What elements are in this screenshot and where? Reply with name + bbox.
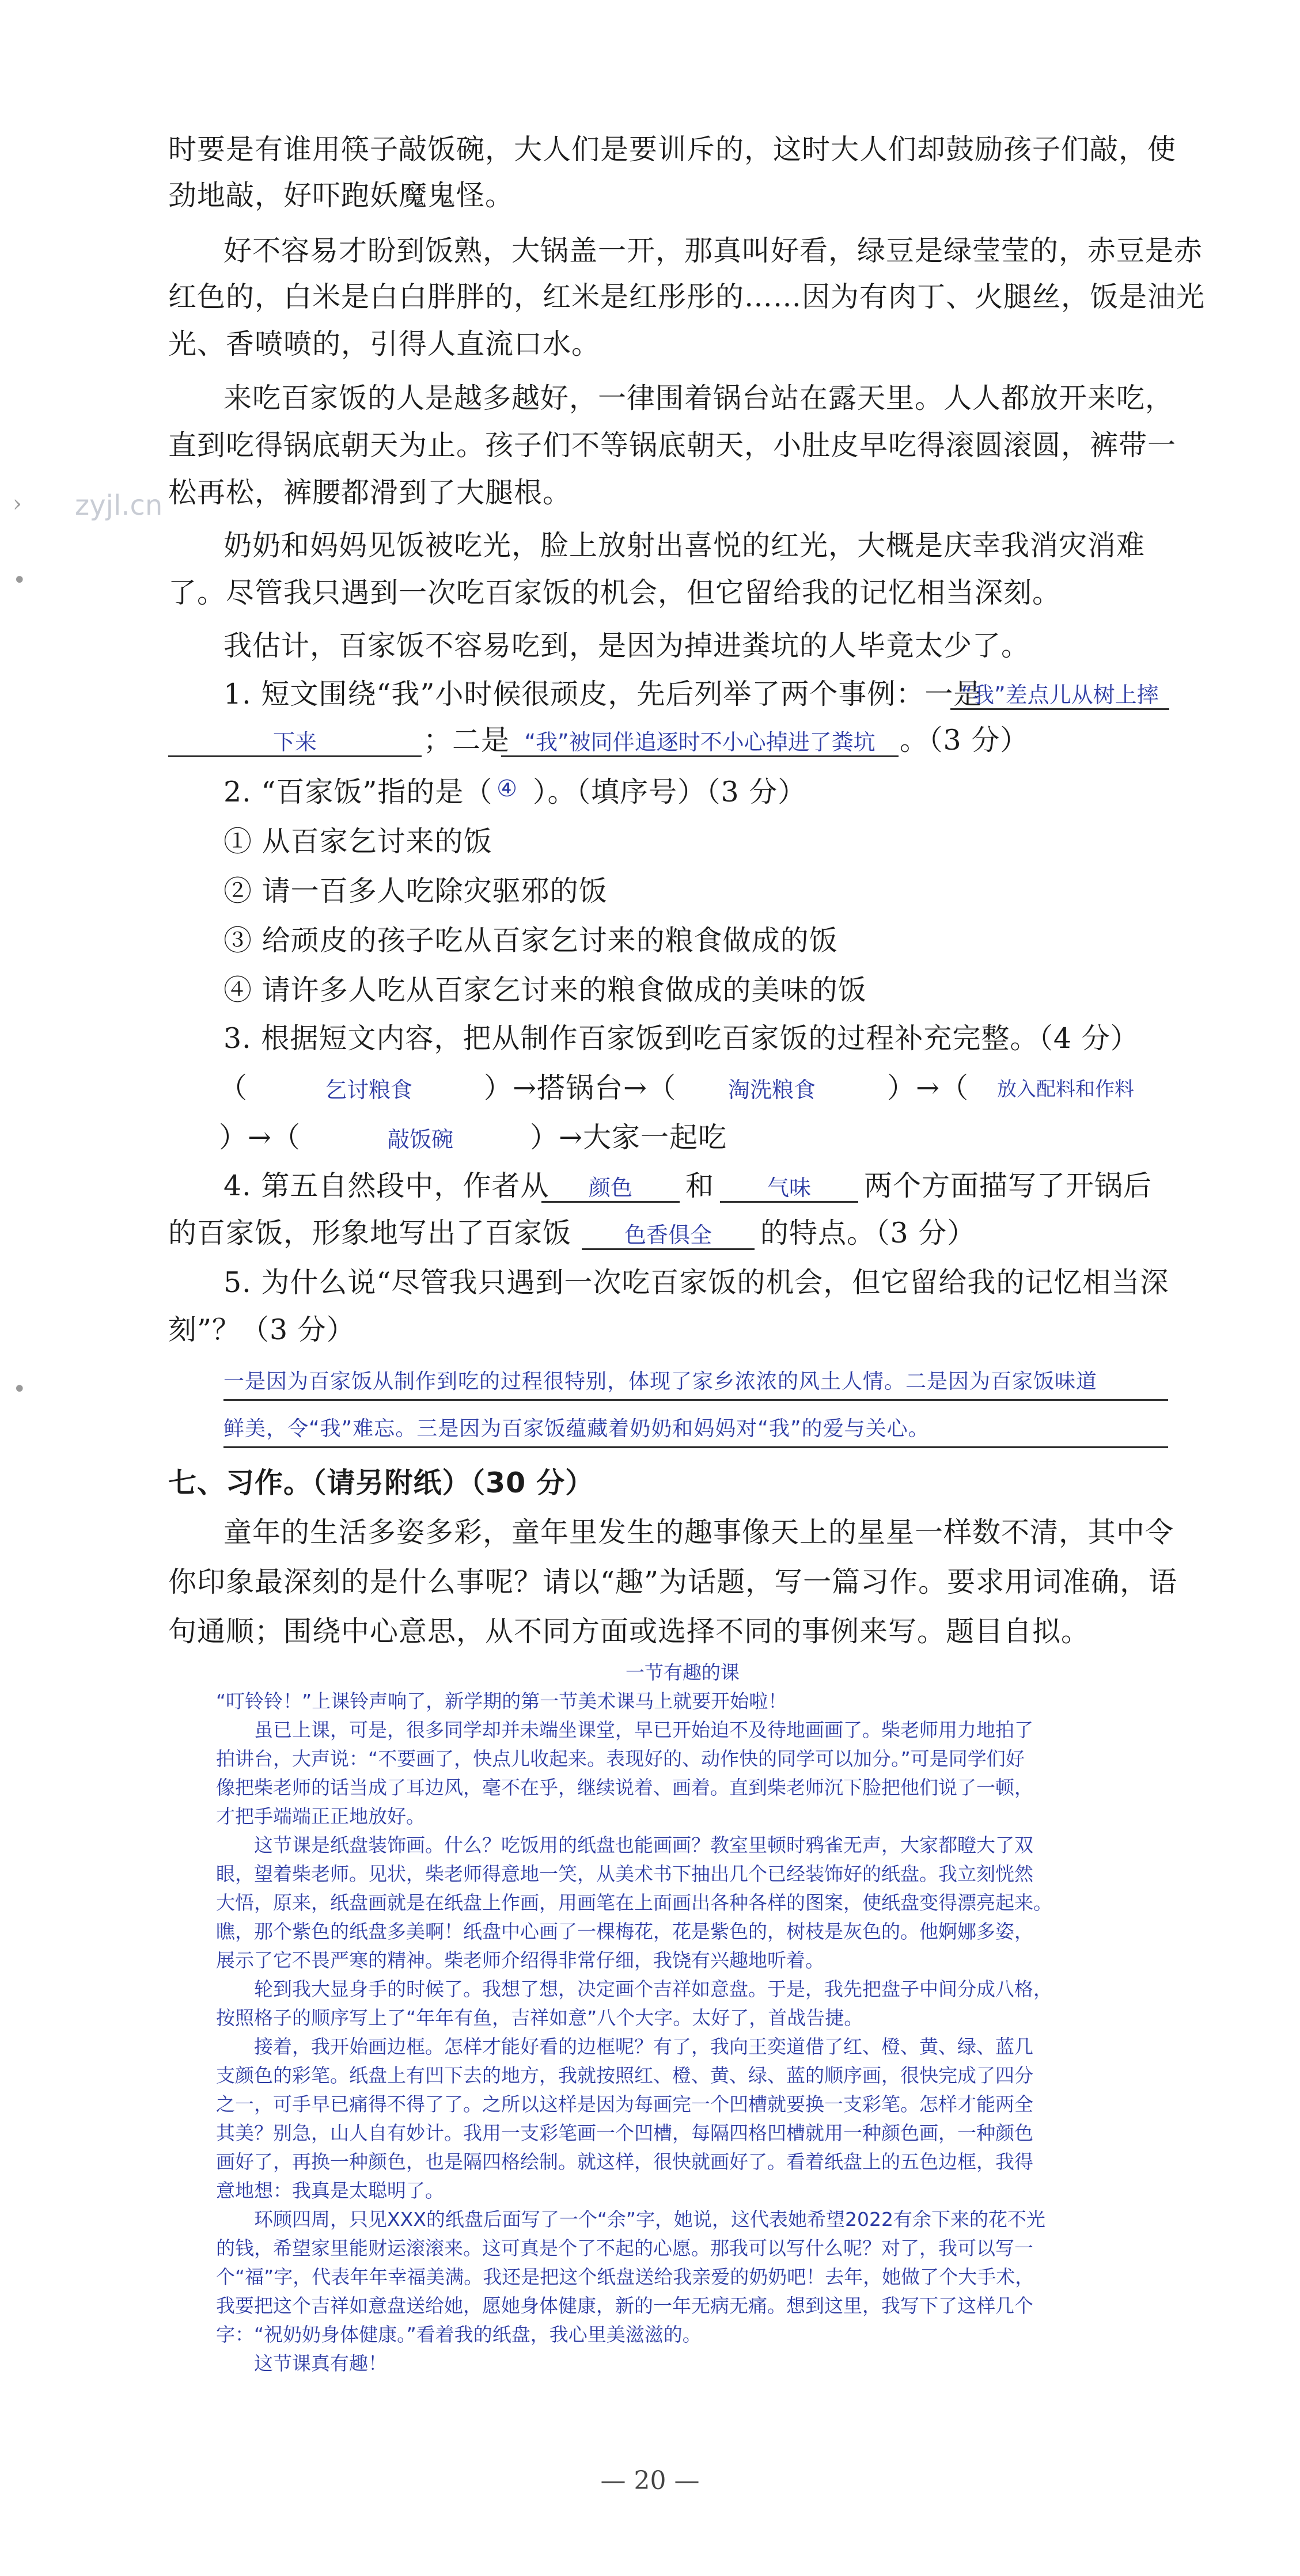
answer-underline bbox=[541, 1201, 680, 1203]
q3-blank-2: 淘洗粮食 bbox=[727, 1077, 816, 1103]
essay-line: 才把手端端正正地放好。 bbox=[216, 1805, 425, 1827]
margin-mark: › bbox=[13, 491, 22, 517]
q4-text: 的特点。（3 分） bbox=[760, 1217, 976, 1249]
essay-line: 个“福”字，代表年年幸福美满。我还是把这个纸盘送给我亲爱的奶奶吧！去年，她做了个大手术， bbox=[216, 2266, 1034, 2288]
q3-paren: （ bbox=[219, 1072, 248, 1104]
answer-underline bbox=[168, 755, 422, 757]
q5-answer-line: 一是因为百家饭从制作到吃的过程很特别，体现了家乡浓浓的风土人情。二是因为百家饭味道 bbox=[223, 1370, 1098, 1393]
q3-blank-4: 敲饭碗 bbox=[387, 1127, 453, 1152]
sample-essay bbox=[216, 1658, 1149, 2378]
essay-line: 其美？别急，山人自有妙计。我用一支彩笔画一个凹槽，每隔四格凹槽就用一种颜色画，一种颜色 bbox=[216, 2122, 1033, 2144]
q2-text: 2. “百家饭”指的是（ bbox=[223, 776, 493, 808]
q4-text: 的百家饭，形象地写出了百家饭 bbox=[168, 1217, 572, 1249]
q3-arrow-text: ）→搭锅台→（ bbox=[484, 1072, 677, 1104]
essay-line: 眼，望着柴老师。见状，柴老师得意地一笑，从美术书下抽出几个已经装饰好的纸盘。我立刻恍然 bbox=[216, 1863, 1033, 1885]
essay-line: 大悟，原来，纸盘画就是在纸盘上作画，用画笔在上面画出各种各样的图案，使纸盘变得漂亮起来。 bbox=[216, 1891, 1052, 1914]
essay-title: 一节有趣的课 bbox=[626, 1661, 740, 1684]
essay-line: 这节课是纸盘装饰画。什么？吃饭用的纸盘也能画画？教室里顿时鸦雀无声，大家都瞪大了双 bbox=[254, 1834, 1033, 1856]
essay-line: 按照格子的顺序写上了“年年有鱼，吉祥如意”八个大字。太好了，首战告捷。 bbox=[216, 2007, 863, 2029]
passage-line: 劲地敲，好吓跑妖魔鬼怪。 bbox=[168, 179, 514, 212]
q4-blank-2: 气味 bbox=[767, 1175, 811, 1200]
essay-line: 这节课真有趣！ bbox=[254, 2352, 387, 2374]
section-7-prompt: 句通顺；围绕中心意思，从不同方面或选择不同的事例来写。题目自拟。 bbox=[168, 1615, 1090, 1648]
margin-mark: • bbox=[13, 567, 26, 594]
q4-text: 4. 第五自然段中，作者从 bbox=[223, 1169, 549, 1202]
q3-arrow-text: ）→（ bbox=[219, 1121, 301, 1154]
essay-line: 瞧，那个紫色的纸盘多美啊！纸盘中心画了一棵梅花，花是紫色的，树枝是灰色的。他婀娜多姿， bbox=[216, 1920, 1033, 1943]
passage-line: 直到吃得锅底朝天为止。孩子们不等锅底朝天，小肚皮早吃得滚圆滚圆，裤带一 bbox=[168, 429, 1177, 462]
q3-arrow-text: ）→大家一起吃 bbox=[530, 1121, 727, 1154]
q4-text: 和 bbox=[685, 1169, 715, 1202]
essay-line: 拍讲台，大声说：“不要画了，快点儿收起来。表现好的、动作快的同学可以加分。”可是同学们好 bbox=[216, 1747, 1025, 1770]
passage-line: 时要是有谁用筷子敲饭碗，大人们是要训斥的，这时大人们却鼓励孩子们敲，使 bbox=[168, 133, 1177, 166]
q2-answer: ④ bbox=[496, 776, 517, 802]
passage-line: 好不容易才盼到饭熟，大锅盖一开，那真叫好看，绿豆是绿莹莹的，赤豆是赤 bbox=[223, 234, 1203, 267]
passage-line: 红色的，白米是白白胖胖的，红米是红彤彤的……因为有肉丁、火腿丝，饭是油光 bbox=[168, 280, 1206, 313]
answer-underline bbox=[501, 755, 899, 757]
answer-underline bbox=[223, 1399, 1168, 1401]
essay-line: 接着，我开始画边框。怎样才能好看的边框呢？有了，我向王奕道借了红、橙、黄、绿、蓝几 bbox=[254, 2035, 1033, 2058]
q1-text: 1. 短文围绕“我”小时候很顽皮，先后列举了两个事例：一是 bbox=[223, 678, 983, 711]
q2-option: ④ 请许多人吃从百家乞讨来的粮食做成的美味的饭 bbox=[223, 974, 867, 1006]
q1-answer-b: “我”被同伴追逐时不小心掉进了粪坑 bbox=[524, 730, 875, 755]
answer-underline bbox=[720, 1201, 858, 1203]
essay-line: 的钱，希望家里能财运滚滚来。这可真是个了不起的心愿。那我可以写什么呢？对了，我可以写一 bbox=[216, 2237, 1033, 2259]
q3-blank-1: 乞讨粮食 bbox=[324, 1077, 412, 1103]
essay-line: 之一，可手早已痛得不得了了。之所以这样是因为每画完一个凹槽就要换一支彩笔。怎样才能两全 bbox=[216, 2093, 1033, 2115]
q4-text: 两个方面描写了开锅后 bbox=[864, 1169, 1153, 1202]
essay-line: “叮铃铃！”上课铃声响了，新学期的第一节美术课马上就要开始啦！ bbox=[216, 1690, 787, 1712]
answer-underline bbox=[950, 708, 1169, 710]
passage-line: 光、香喷喷的，引得人直流口水。 bbox=[168, 328, 601, 360]
q2-option: ① 从百家乞讨来的饭 bbox=[223, 825, 492, 858]
answer-underline bbox=[223, 1446, 1168, 1448]
watermark: zyjl.cn bbox=[75, 489, 163, 522]
q2-option: ② 请一百多人吃除灾驱邪的饭 bbox=[223, 875, 608, 907]
passage-line: 了。尽管我只遇到一次吃百家饭的机会，但它留给我的记忆相当深刻。 bbox=[168, 576, 1062, 609]
passage-line: 松再松，裤腰都滑到了大腿根。 bbox=[168, 476, 572, 509]
q1-text: ；二是 bbox=[423, 724, 510, 757]
section-7-title: 七、习作。（请另附纸）（30 分） bbox=[168, 1466, 594, 1499]
section-7-prompt: 你印象最深刻的是什么事呢？请以“趣”为话题，写一篇习作。要求用词准确，语 bbox=[168, 1566, 1178, 1598]
passage-line: 奶奶和妈妈见饭被吃光，脸上放射出喜悦的红光，大概是庆幸我消灾消难 bbox=[223, 529, 1146, 562]
q5-answer-line: 鲜美，令“我”难忘。三是因为百家饭蕴藏着奶奶和妈妈对“我”的爱与关心。 bbox=[223, 1417, 930, 1441]
q2-option: ③ 给顽皮的孩子吃从百家乞讨来的粮食做成的饭 bbox=[223, 924, 838, 957]
answer-underline bbox=[582, 1248, 755, 1250]
essay-line: 轮到我大显身手的时候了。我想了想，决定画个吉祥如意盘。于是，我先把盘子中间分成八格， bbox=[254, 1978, 1052, 2000]
essay-line: 我要把这个吉祥如意盘送给她，愿她身体健康，新的一年无病无痛。想到这里，我写下了这样几个 bbox=[216, 2294, 1033, 2317]
q4-blank-1: 颜色 bbox=[588, 1175, 632, 1200]
margin-mark: • bbox=[13, 1376, 26, 1403]
essay-line: 环顾四周，只见XXX的纸盘后面写了一个“余”字，她说，这代表她希望2022有余下来的花不光 bbox=[254, 2208, 1045, 2231]
q5-text: 5. 为什么说“尽管我只遇到一次吃百家饭的机会，但它留给我的记忆相当深 bbox=[223, 1266, 1169, 1299]
q3-text: 3. 根据短文内容，把从制作百家饭到吃百家饭的过程补充完整。（4 分） bbox=[223, 1022, 1139, 1055]
page-number: — 20 — bbox=[600, 2466, 700, 2495]
passage-line: 我估计，百家饭不容易吃到，是因为掉进粪坑的人毕竟太少了。 bbox=[223, 629, 1030, 662]
q4-blank-3: 色香俱全 bbox=[624, 1222, 712, 1248]
q3-arrow-text: ）→（ bbox=[887, 1072, 969, 1104]
essay-line: 像把柴老师的话当成了耳边风，毫不在乎，继续说着、画着。直到柴老师沉下脸把他们说了一顿， bbox=[216, 1776, 1033, 1799]
q1-text: 。（3 分） bbox=[900, 724, 1029, 757]
section-7-prompt: 童年的生活多姿多彩，童年里发生的趣事像天上的星星一样数不清，其中令 bbox=[223, 1516, 1174, 1549]
essay-line: 画好了，再换一种颜色，也是隔四格绘制。就这样，很快就画好了。看着纸盘上的五色边框，我得 bbox=[216, 2151, 1033, 2173]
essay-line: 展示了它不畏严寒的精神。柴老师介绍得非常仔细，我饶有兴趣地听着。 bbox=[216, 1949, 824, 1971]
q3-blank-3: 放入配料和作料 bbox=[997, 1078, 1134, 1101]
q1-answer-a1: “我”差点儿从树上摔 bbox=[961, 682, 1159, 708]
essay-line: 意地想：我真是太聪明了。 bbox=[216, 2179, 444, 2202]
q5-text: 刻”？（3 分） bbox=[168, 1313, 355, 1346]
essay-line: 字：“祝奶奶身体健康。”看着我的纸盘，我心里美滋滋的。 bbox=[216, 2323, 702, 2346]
essay-line: 支颜色的彩笔。纸盘上有凹下去的地方，我就按照红、橙、黄、绿、蓝的顺序画，很快完成了四分 bbox=[216, 2064, 1033, 2087]
q2-text: ）。（填序号）（3 分） bbox=[533, 776, 807, 808]
essay-line: 虽已上课，可是，很多同学却并未端坐课堂，早已开始迫不及待地画画了。柴老师用力地拍了 bbox=[254, 1719, 1033, 1741]
q1-answer-a2: 下来 bbox=[272, 730, 317, 755]
passage-line: 来吃百家饭的人是越多越好，一律围着锅台站在露天里。人人都放开来吃， bbox=[223, 382, 1174, 415]
